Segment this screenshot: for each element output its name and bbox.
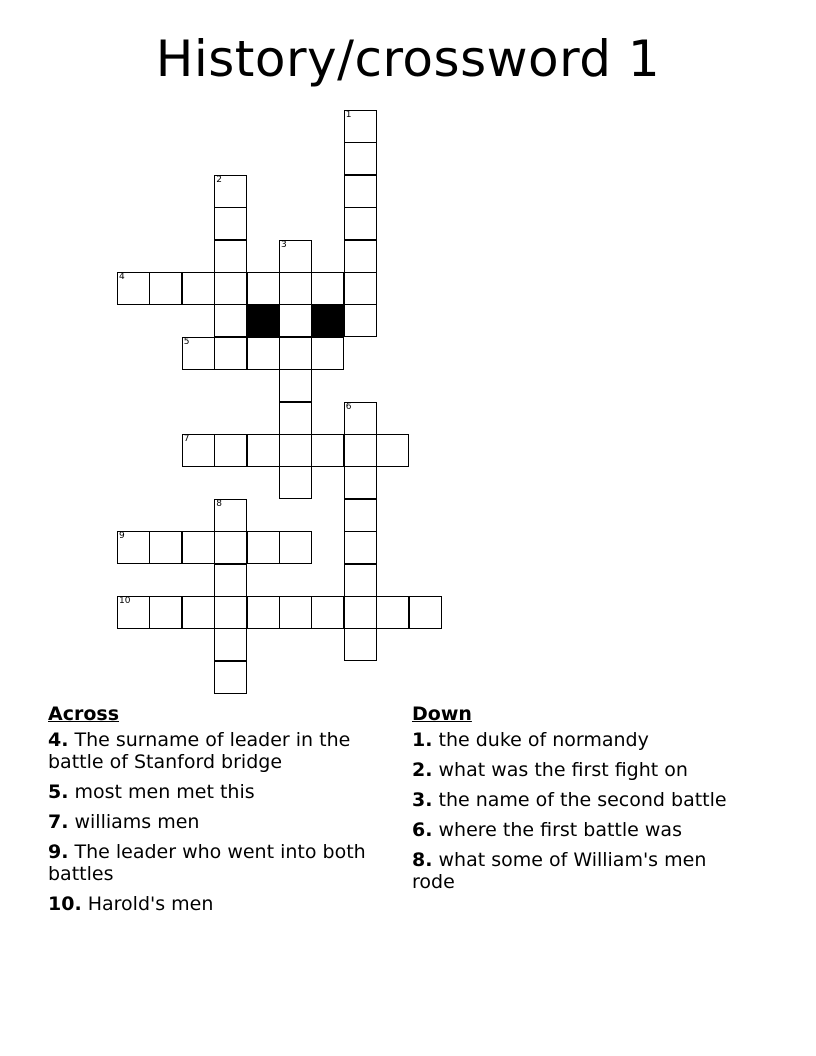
- answer-cell[interactable]: [247, 337, 280, 370]
- clue-number: 6: [345, 401, 352, 412]
- answer-cell[interactable]: [344, 499, 377, 532]
- answer-cell[interactable]: [214, 272, 247, 305]
- answer-cell[interactable]: [247, 272, 280, 305]
- answer-cell[interactable]: [214, 596, 247, 629]
- clue-text: most men met this: [68, 781, 255, 803]
- answer-cell[interactable]: [214, 207, 247, 240]
- answer-cell[interactable]: [279, 337, 312, 370]
- answer-cell[interactable]: [214, 175, 247, 208]
- clue-text: The leader who went into both battles: [48, 841, 366, 885]
- clue-number: 2: [216, 174, 222, 185]
- down-heading: Down: [412, 703, 472, 725]
- answer-cell[interactable]: [117, 531, 150, 564]
- answer-cell[interactable]: [311, 434, 344, 467]
- answer-cell[interactable]: [214, 304, 247, 337]
- clue-number: 3: [281, 239, 287, 250]
- answer-cell[interactable]: [182, 531, 215, 564]
- clue-text: where the first battle was: [432, 819, 682, 841]
- clue-number-label: 6.: [412, 819, 433, 841]
- answer-cell[interactable]: [279, 531, 312, 564]
- down-clue: [412, 759, 752, 781]
- clue-number-label: 9.: [48, 841, 69, 863]
- clue-text: the duke of normandy: [432, 729, 649, 751]
- answer-cell[interactable]: [214, 434, 247, 467]
- answer-cell[interactable]: [344, 434, 377, 467]
- clue-number: 5: [183, 336, 190, 347]
- answer-cell[interactable]: [344, 142, 377, 175]
- block-cell: [311, 304, 344, 337]
- answer-cell[interactable]: [214, 564, 247, 597]
- answer-cell[interactable]: [214, 531, 247, 564]
- answer-cell[interactable]: [376, 434, 409, 467]
- answer-cell[interactable]: [279, 369, 312, 402]
- answer-cell[interactable]: [182, 337, 215, 370]
- answer-cell[interactable]: [247, 434, 280, 467]
- answer-cell[interactable]: [344, 110, 377, 143]
- answer-cell[interactable]: [214, 499, 247, 532]
- clue-text: what was the first fight on: [432, 759, 688, 781]
- answer-cell[interactable]: [344, 272, 377, 305]
- answer-cell[interactable]: [279, 272, 312, 305]
- clue-text: williams men: [68, 811, 200, 833]
- clue-number-label: 3.: [412, 789, 433, 811]
- page-title: History/crossword 1: [155, 30, 661, 88]
- answer-cell[interactable]: [376, 596, 409, 629]
- answer-cell[interactable]: [344, 531, 377, 564]
- answer-cell[interactable]: [311, 272, 344, 305]
- answer-cell[interactable]: [117, 596, 150, 629]
- answer-cell[interactable]: [344, 596, 377, 629]
- answer-cell[interactable]: [182, 272, 215, 305]
- clue-number-label: 8.: [412, 849, 433, 871]
- answer-cell[interactable]: [279, 466, 312, 499]
- clue-text: Harold's men: [81, 893, 214, 915]
- answer-cell[interactable]: [344, 175, 377, 208]
- answer-cell[interactable]: [279, 434, 312, 467]
- clue-number-label: 5.: [48, 781, 69, 803]
- clue-number-label: 1.: [412, 729, 433, 751]
- answer-cell[interactable]: [344, 304, 377, 337]
- down-clue: [412, 729, 752, 751]
- clue-text: the name of the second battle: [432, 789, 727, 811]
- answer-cell[interactable]: [214, 337, 247, 370]
- across-clue: [48, 893, 388, 915]
- answer-cell[interactable]: [182, 434, 215, 467]
- clue-number: 4: [119, 272, 125, 282]
- answer-cell[interactable]: [247, 596, 280, 629]
- answer-cell[interactable]: [247, 531, 280, 564]
- answer-cell[interactable]: [279, 402, 312, 435]
- answer-cell[interactable]: [214, 661, 247, 694]
- clue-text: what some of William's men rode: [412, 849, 707, 893]
- clue-number: 10: [119, 596, 131, 606]
- answer-cell[interactable]: [344, 564, 377, 597]
- down-clue: [412, 849, 752, 893]
- clue-number: 9: [119, 531, 125, 542]
- clue-number-label: 4.: [48, 729, 69, 751]
- answer-cell[interactable]: [182, 596, 215, 629]
- answer-cell[interactable]: [279, 240, 312, 273]
- across-clue: [48, 729, 388, 773]
- answer-cell[interactable]: [279, 304, 312, 337]
- answer-cell[interactable]: [149, 531, 182, 564]
- across-clue: [48, 841, 388, 885]
- answer-cell[interactable]: [311, 596, 344, 629]
- clue-number: 8: [216, 498, 222, 509]
- answer-cell[interactable]: [149, 596, 182, 629]
- clue-number-label: 2.: [412, 759, 433, 781]
- answer-cell[interactable]: [344, 207, 377, 240]
- down-clue: [412, 789, 752, 811]
- clue-text: The surname of leader in the battle of Stanford bridge: [48, 729, 351, 773]
- across-clue: [48, 781, 388, 803]
- answer-cell[interactable]: [409, 596, 442, 629]
- across-heading: Across: [48, 703, 120, 725]
- answer-cell[interactable]: [279, 596, 312, 629]
- answer-cell[interactable]: [344, 402, 377, 435]
- block-cell: [247, 304, 280, 337]
- across-clues: [48, 703, 388, 923]
- answer-cell[interactable]: [214, 240, 247, 273]
- clue-number-label: 7.: [48, 811, 69, 833]
- answer-cell[interactable]: [214, 628, 247, 661]
- clue-number: 1: [345, 110, 352, 120]
- clue-number-label: 10.: [48, 893, 82, 915]
- answer-cell[interactable]: [344, 628, 377, 661]
- answer-cell[interactable]: [149, 272, 182, 305]
- answer-cell[interactable]: [344, 240, 377, 273]
- down-clues: [412, 703, 752, 901]
- answer-cell[interactable]: [117, 272, 150, 305]
- down-clue: [412, 819, 752, 841]
- answer-cell[interactable]: [344, 466, 377, 499]
- across-clue: [48, 811, 388, 833]
- clue-number: 7: [183, 434, 190, 444]
- answer-cell[interactable]: [311, 337, 344, 370]
